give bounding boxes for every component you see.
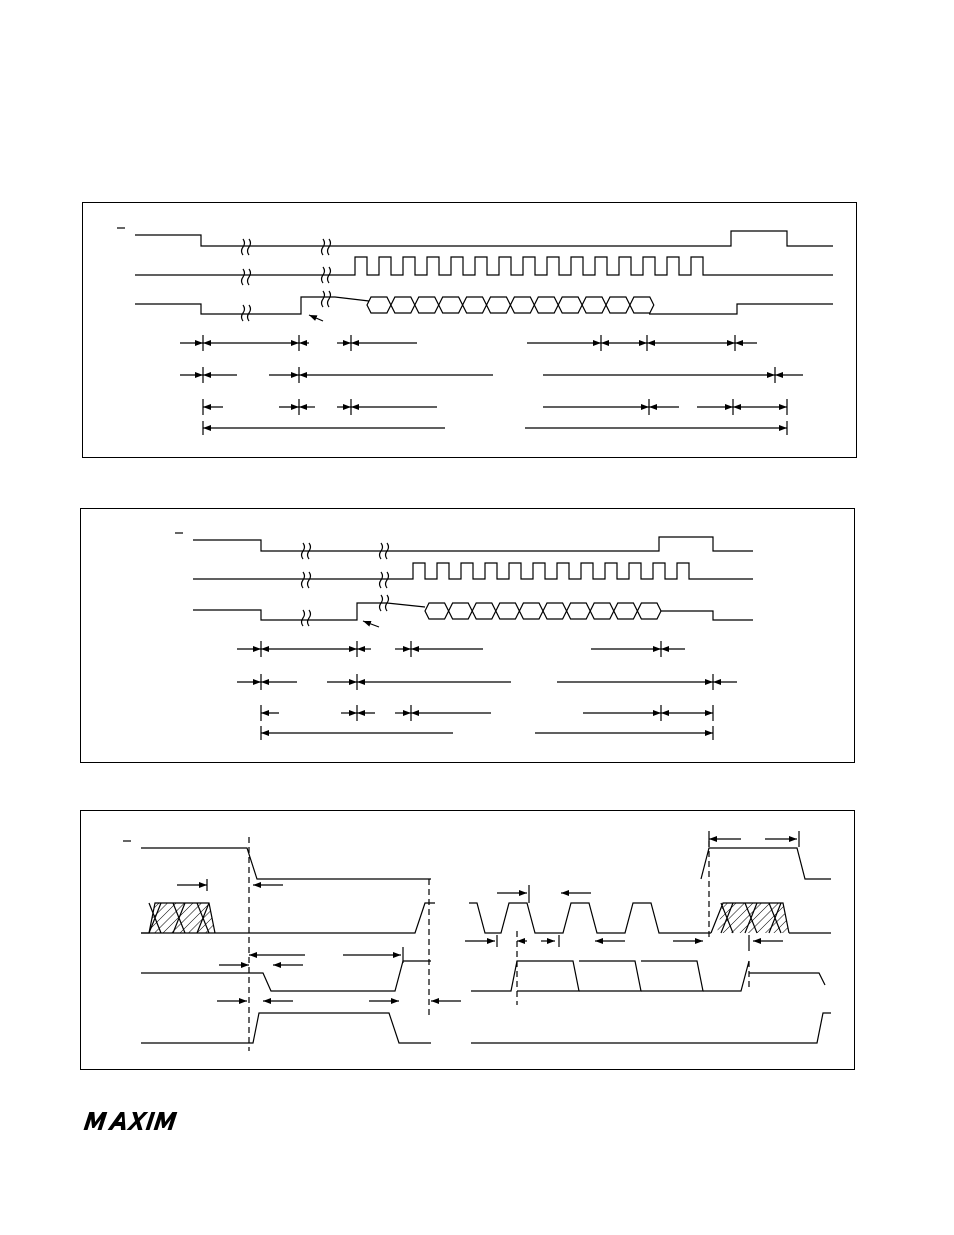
data-bit-cell [519, 603, 543, 619]
data-bit-cell [367, 297, 391, 313]
timing-arrows [177, 831, 799, 1001]
data-bit-cell [415, 297, 439, 313]
cs-waveform [141, 848, 431, 879]
data-bit-cell [463, 297, 487, 313]
data-bit-cells [425, 603, 661, 619]
data-bit-cell [425, 603, 449, 619]
data-waveform-left [135, 297, 369, 314]
data-bit-cell [614, 603, 638, 619]
timing-diagram-1-svg [83, 203, 858, 459]
data-bit-cell [510, 297, 534, 313]
cs-waveform [193, 537, 753, 551]
sclk-waveform [469, 903, 711, 933]
data-bit-cell [472, 603, 496, 619]
data-bit-cell [590, 603, 614, 619]
timing-diagram-3-svg [81, 811, 856, 1071]
edge-pointer-arrow [309, 315, 323, 321]
data-bit-cell [606, 297, 630, 313]
timing-diagram-2-svg [81, 509, 856, 764]
dout-waveform-right [471, 1013, 831, 1043]
data-waveform-right [649, 304, 833, 314]
data-bit-cell [439, 297, 463, 313]
data-bit-cell [534, 297, 558, 313]
data-bit-cell [567, 603, 591, 619]
cs-waveform-right [701, 848, 831, 879]
break-marks [302, 543, 389, 626]
data-waveform-right [661, 611, 753, 620]
data-bit-cell [449, 603, 473, 619]
data-bit-cell [391, 297, 415, 313]
data-bit-cell [582, 297, 606, 313]
dout-waveform-left [141, 1013, 431, 1043]
data-bit-cell [543, 603, 567, 619]
reference-lines [249, 837, 749, 1051]
timing-diagram-2 [80, 508, 855, 763]
data-bit-cell [558, 297, 582, 313]
timing-dimensions [180, 335, 803, 435]
cs-waveform [135, 231, 833, 246]
data-bit-cell [630, 297, 654, 313]
clock-waveform [193, 563, 753, 579]
clock-waveform [135, 257, 833, 275]
timing-diagram-3 [80, 810, 855, 1070]
timing-diagram-1 [82, 202, 857, 458]
din-bit-cells [471, 961, 825, 991]
data-bit-cells [367, 297, 654, 313]
data-bit-cell [487, 297, 511, 313]
break-marks [242, 239, 331, 321]
data-bit-cell [496, 603, 520, 619]
edge-pointer-arrow [363, 621, 379, 627]
timing-dimensions [237, 641, 737, 740]
invalid-data-region [141, 903, 789, 933]
maxim-logo [82, 1110, 194, 1132]
data-bit-cell [637, 603, 661, 619]
